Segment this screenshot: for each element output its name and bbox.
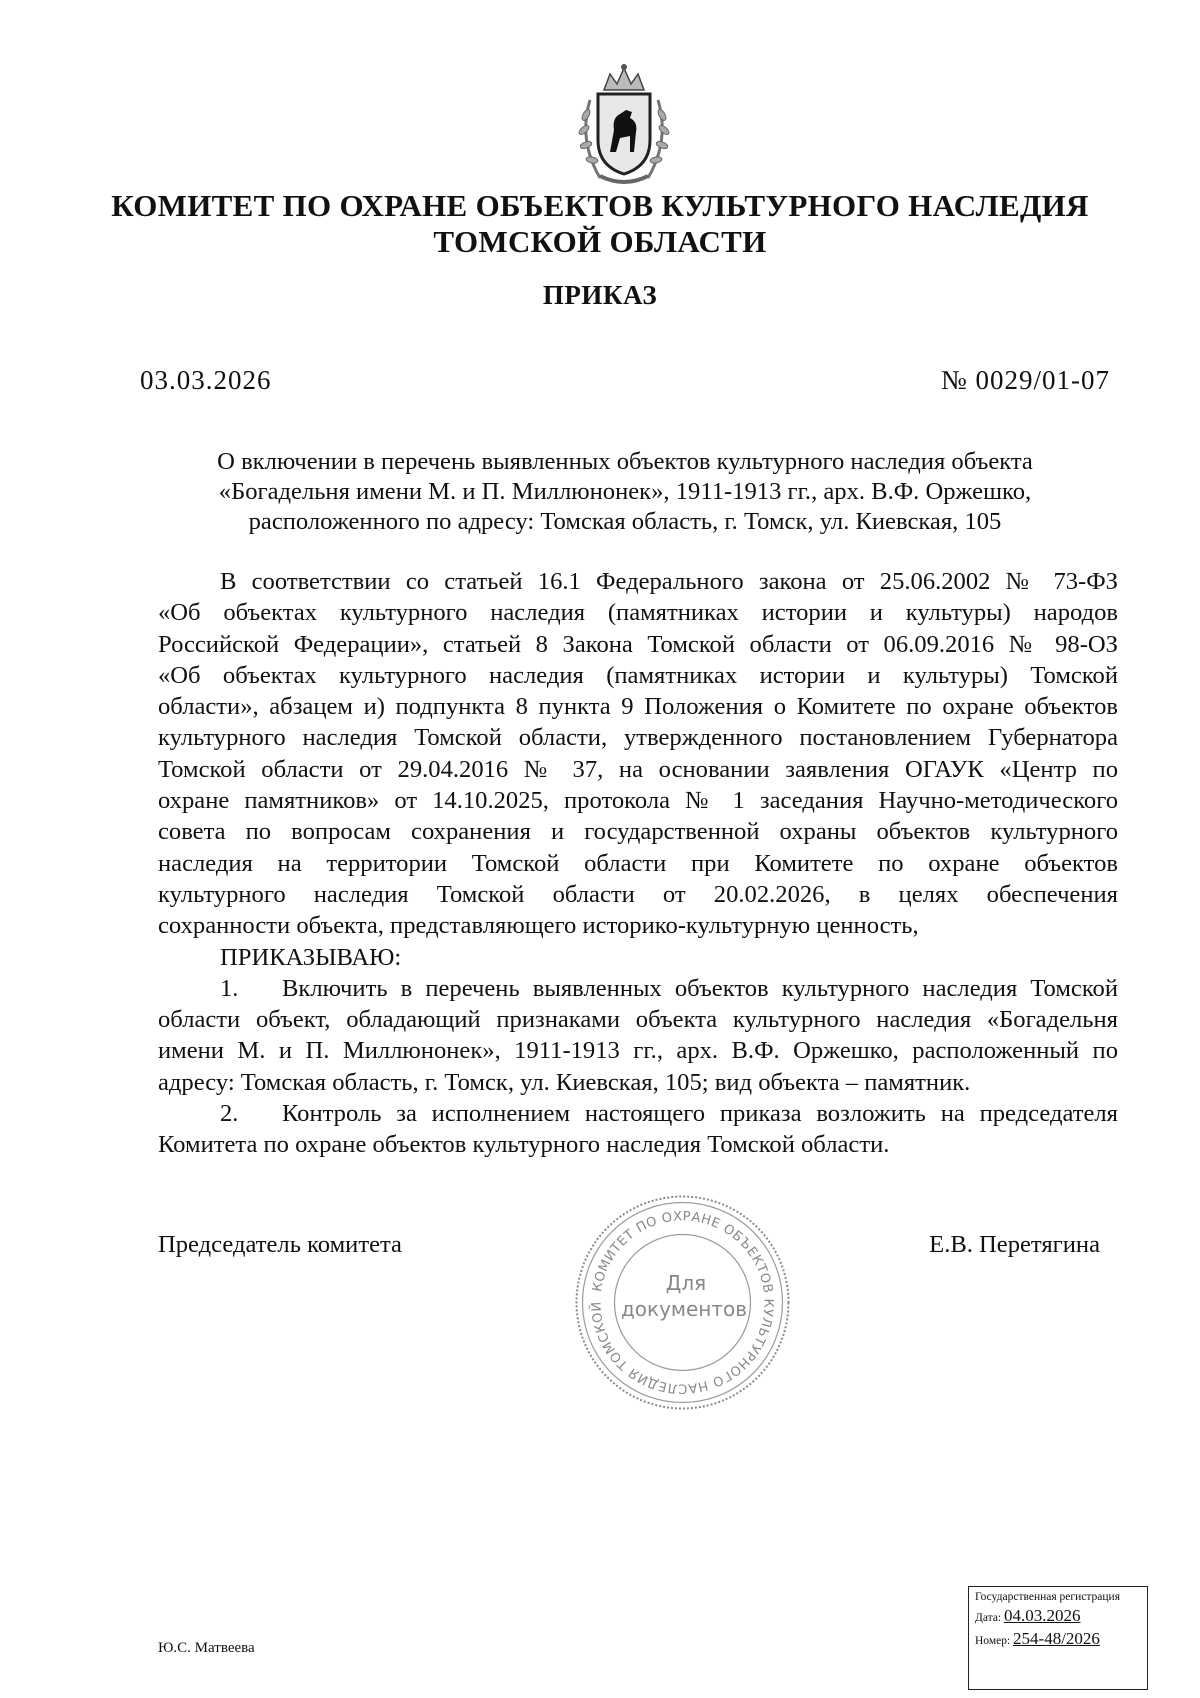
item-number: 2.	[220, 1100, 239, 1128]
preamble-line: Российской Федерации», статьей 8 Закона Томской области от 06.09.2016 № 98-ОЗ	[158, 630, 1118, 658]
organization-name-line2: ТОМСКОЙ ОБЛАСТИ	[433, 224, 767, 259]
preamble-line: культурного наследия Томской области от 20.02.2026, в целях обеспечения	[158, 880, 1118, 908]
preamble-line: «Об объектах культурного наследия (памятниках истории и культуры) народов	[158, 599, 1118, 627]
item-2-line: 2. Контроль за исполнением настоящего приказа возложить на председателя	[158, 1098, 1118, 1129]
document-body	[158, 566, 1118, 1161]
item-number: 1.	[220, 974, 239, 1002]
registration-box	[968, 1586, 1148, 1690]
subject-line: О включении в перечень выявленных объектов культурного наследия объекта	[217, 448, 1033, 475]
registration-date	[975, 1606, 1141, 1626]
preamble-line: совета по вопросам сохранения и государственной охраны объектов культурного	[158, 818, 1118, 846]
document-type: ПРИКАЗ	[542, 280, 658, 310]
organization-name-line1: КОМИТЕТ ПО ОХРАНЕ ОБЪЕКТОВ КУЛЬТУРНОГО НАСЛЕДИЯ	[111, 188, 1089, 223]
signatory-name: Е.В. Перетягина	[929, 1231, 1100, 1258]
registration-number-label: Номер:	[975, 1635, 1011, 1647]
subject-line: расположенного по адресу: Томская область, г. Томск, ул. Киевская, 105	[248, 508, 1002, 535]
seal-center-line2: документов	[620, 1297, 748, 1321]
preamble-line: сохранности объекта, представляющего историко-культурную ценность,	[158, 912, 919, 940]
document-date: 03.03.2026	[140, 365, 272, 395]
registration-title: Государственная регистрация	[975, 1591, 1120, 1603]
item-2-line: Комитета по охране объектов культурного наследия Томской области.	[158, 1131, 890, 1159]
document-subject	[140, 447, 1110, 537]
registration-number-value: 254-48/2026	[1013, 1629, 1100, 1648]
preamble-line: области», абзацем и) подпункта 8 пункта 9 Положения о Комитете по охране объектов	[158, 693, 1118, 721]
preamble-line: «Об объектах культурного наследия (памятниках истории и культуры) Томской	[158, 661, 1118, 689]
preamble-line: охране памятников» от 14.10.2025, протокола № 1 заседания Научно-методического	[158, 787, 1118, 815]
order-word: ПРИКАЗЫВАЮ:	[220, 943, 402, 971]
preamble-line: Томской области от 29.04.2016 № 37, на основании заявления ОГАУК «Центр по	[158, 755, 1118, 783]
item-1-line: имени М. и П. Миллюнонек», 1911-1913 гг., арх. В.Ф. Оржешко, расположенный по	[158, 1037, 1118, 1065]
seal-center-line1: Для	[665, 1271, 707, 1295]
preamble-line: наследия на территории Томской области при Комитете по охране объектов	[158, 849, 1118, 877]
coat-of-arms-icon	[560, 60, 688, 192]
registration-number	[975, 1629, 1141, 1649]
preamble-line: В соответствии со статьей 16.1 Федерального закона от 25.06.2002 № 73-ФЗ	[220, 568, 1118, 595]
official-seal-stamp	[570, 1190, 795, 1415]
signatory-title: Председатель комитета	[158, 1231, 402, 1258]
preamble-line: культурного наследия Томской области, утвержденного постановлением Губернатора	[158, 724, 1118, 752]
registration-date-label: Дата:	[975, 1612, 1002, 1624]
subject-line: «Богадельня имени М. и П. Миллюнонек», 1911-1913 гг., арх. В.Ф. Оржешко,	[218, 478, 1032, 505]
executor-name: Ю.С. Матвеева	[158, 1640, 255, 1656]
svg-text:КОМИТЕТ ПО ОХРАНЕ ОБЪЕКТОВ КУЛ: КОМИТЕТ ПО ОХРАНЕ ОБЪЕКТОВ КУЛЬТУРНОГО НАСЛЕДИЯ ТОМСКОЙ	[589, 1209, 776, 1396]
item-1-line: адресу: Томская область, г. Томск, ул. Киевская, 105; вид объекта – памятник.	[158, 1068, 971, 1096]
document-number: № 0029/01-07	[940, 365, 1110, 395]
item-1-line: области объект, обладающий признаками объекта культурного наследия «Богадельня	[158, 1006, 1118, 1034]
item-1-line: 1. Включить в перечень выявленных объектов культурного наследия Томской	[158, 973, 1118, 1004]
registration-date-value: 04.03.2026	[1004, 1606, 1081, 1625]
